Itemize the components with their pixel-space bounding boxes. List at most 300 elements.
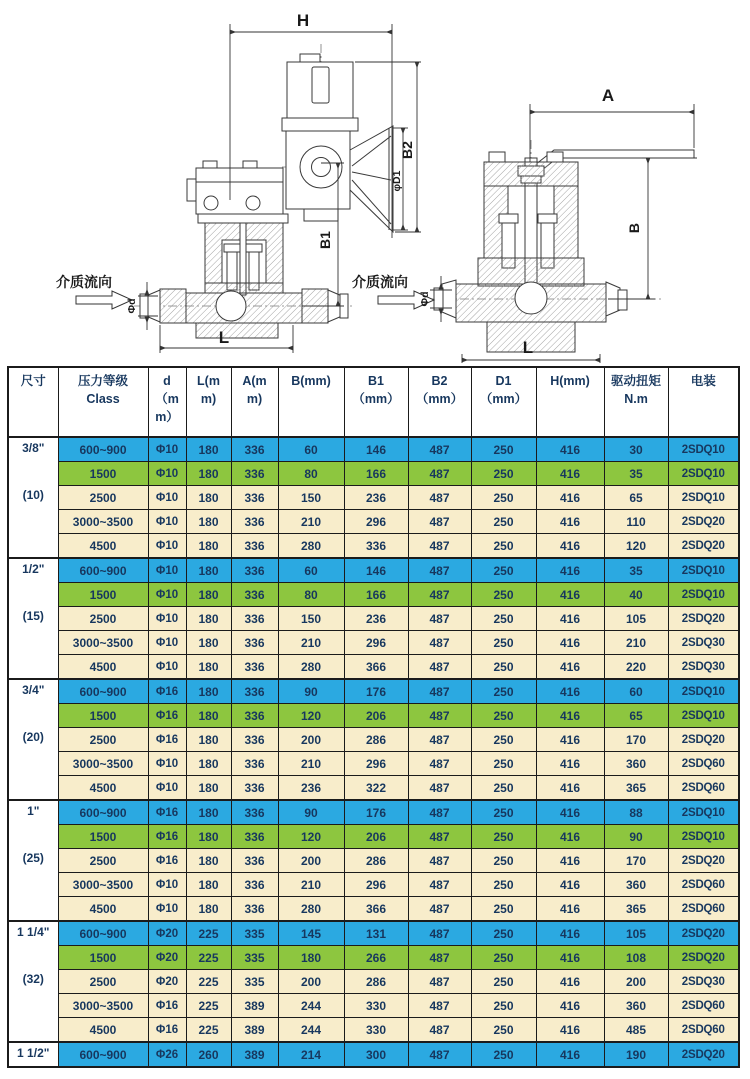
cell-H: 416: [536, 1042, 604, 1067]
cell-device: 2SDQ60: [668, 897, 739, 922]
dim-label-b2: B2: [399, 141, 415, 159]
col-header-D1: D1 （mm）: [471, 367, 536, 437]
cell-D1: 250: [471, 1018, 536, 1043]
spec-table-head: [8, 367, 739, 437]
cell-D1: 250: [471, 970, 536, 994]
dn-label: (20): [22, 729, 44, 744]
col-header-torque: 驱动扭矩 N.m: [604, 367, 668, 437]
table-row: [8, 752, 739, 776]
cell-device: 2SDQ30: [668, 970, 739, 994]
cell-device: 2SDQ10: [668, 704, 739, 728]
size-label: 1": [27, 804, 40, 818]
cell-H: 416: [536, 776, 604, 801]
cell-B2: 487: [408, 970, 471, 994]
cell-B: 80: [278, 583, 344, 607]
cell-L: 180: [186, 558, 231, 583]
dim-label-b: B: [626, 222, 642, 234]
cell-A: 389: [231, 1018, 278, 1043]
cell-B: 244: [278, 1018, 344, 1043]
cell-A: 336: [231, 534, 278, 559]
cell-torque: 485: [604, 1018, 668, 1043]
cell-D1: 250: [471, 800, 536, 825]
cell-L: 180: [186, 800, 231, 825]
table-row: [8, 583, 739, 607]
flow-direction-label-left: 介质流向: [56, 274, 112, 290]
cell-D1: 250: [471, 897, 536, 922]
table-row: [8, 873, 739, 897]
cell-B: 236: [278, 776, 344, 801]
cell-H: 416: [536, 728, 604, 752]
cell-d: Φ16: [148, 849, 186, 873]
cell-L: 225: [186, 921, 231, 946]
cell-B2: 487: [408, 607, 471, 631]
cell-B: 210: [278, 510, 344, 534]
cell-A: 336: [231, 704, 278, 728]
cell-H: 416: [536, 534, 604, 559]
cell-d: Φ20: [148, 946, 186, 970]
cell-D1: 250: [471, 631, 536, 655]
table-row: [8, 1042, 739, 1067]
cell-A: 335: [231, 921, 278, 946]
cell-B2: 487: [408, 437, 471, 462]
cell-device: 2SDQ10: [668, 462, 739, 486]
cell-torque: 360: [604, 752, 668, 776]
cell-class: 2500: [58, 607, 148, 631]
col-header-B1: B1 （mm）: [344, 367, 408, 437]
cell-A: 335: [231, 970, 278, 994]
cell-B1: 266: [344, 946, 408, 970]
cell-device: 2SDQ20: [668, 849, 739, 873]
cell-A: 336: [231, 583, 278, 607]
cell-H: 416: [536, 873, 604, 897]
cell-d: Φ10: [148, 776, 186, 801]
cell-torque: 190: [604, 1042, 668, 1067]
cell-B: 180: [278, 946, 344, 970]
cell-B: 60: [278, 558, 344, 583]
cell-D1: 250: [471, 462, 536, 486]
table-row: [8, 1018, 739, 1043]
cell-A: 336: [231, 776, 278, 801]
cell-D1: 250: [471, 534, 536, 559]
cell-torque: 60: [604, 679, 668, 704]
cell-L: 180: [186, 655, 231, 680]
cell-class: 4500: [58, 897, 148, 922]
dn-label: (25): [22, 850, 44, 865]
cell-torque: 120: [604, 534, 668, 559]
cell-H: 416: [536, 849, 604, 873]
cell-class: 3000~3500: [58, 994, 148, 1018]
cell-device: 2SDQ60: [668, 994, 739, 1018]
cell-A: 336: [231, 825, 278, 849]
cell-B2: 487: [408, 558, 471, 583]
cell-A: 335: [231, 946, 278, 970]
table-row: [8, 558, 739, 583]
table-row: [8, 897, 739, 922]
cell-H: 416: [536, 486, 604, 510]
cell-L: 180: [186, 534, 231, 559]
cell-torque: 35: [604, 462, 668, 486]
cell-torque: 40: [604, 583, 668, 607]
table-row: [8, 704, 739, 728]
cell-L: 180: [186, 486, 231, 510]
cell-B1: 330: [344, 1018, 408, 1043]
cell-L: 180: [186, 873, 231, 897]
cell-H: 416: [536, 607, 604, 631]
cell-B2: 487: [408, 534, 471, 559]
table-row: [8, 921, 739, 946]
cell-B: 80: [278, 462, 344, 486]
cell-H: 416: [536, 655, 604, 680]
cell-B1: 336: [344, 534, 408, 559]
dim-label-b1: B1: [317, 231, 333, 249]
cell-H: 416: [536, 994, 604, 1018]
cell-class: 1500: [58, 825, 148, 849]
cell-B2: 487: [408, 1042, 471, 1067]
cell-size: [8, 921, 58, 1042]
cell-B2: 487: [408, 825, 471, 849]
right-valve-drawing: [378, 104, 697, 363]
cell-D1: 250: [471, 873, 536, 897]
cell-H: 416: [536, 583, 604, 607]
cell-d: Φ16: [148, 1018, 186, 1043]
cell-B2: 487: [408, 800, 471, 825]
table-row: [8, 946, 739, 970]
cell-D1: 250: [471, 510, 536, 534]
cell-H: 416: [536, 1018, 604, 1043]
cell-d: Φ10: [148, 462, 186, 486]
col-header-d: d （m m）: [148, 367, 186, 437]
cell-A: 336: [231, 486, 278, 510]
cell-B2: 487: [408, 583, 471, 607]
cell-A: 336: [231, 655, 278, 680]
header-row: [8, 367, 739, 437]
cell-A: 389: [231, 1042, 278, 1067]
cell-L: 180: [186, 462, 231, 486]
dim-label-phi-d-right: Φd: [419, 291, 431, 307]
cell-B: 120: [278, 825, 344, 849]
cell-device: 2SDQ60: [668, 776, 739, 801]
cell-H: 416: [536, 825, 604, 849]
cell-torque: 220: [604, 655, 668, 680]
cell-A: 336: [231, 462, 278, 486]
cell-d: Φ10: [148, 873, 186, 897]
cell-L: 180: [186, 752, 231, 776]
cell-torque: 200: [604, 970, 668, 994]
cell-B2: 487: [408, 946, 471, 970]
cell-d: Φ16: [148, 704, 186, 728]
cell-A: 336: [231, 437, 278, 462]
table-row: [8, 462, 739, 486]
cell-A: 336: [231, 752, 278, 776]
cell-B2: 487: [408, 679, 471, 704]
cell-B1: 322: [344, 776, 408, 801]
cell-B1: 166: [344, 462, 408, 486]
cell-L: 225: [186, 1018, 231, 1043]
cell-D1: 250: [471, 752, 536, 776]
cell-L: 180: [186, 631, 231, 655]
dim-label-a: A: [601, 86, 615, 105]
cell-B1: 166: [344, 583, 408, 607]
col-header-size: 尺寸: [8, 367, 58, 437]
cell-class: 1500: [58, 462, 148, 486]
cell-class: 600~900: [58, 800, 148, 825]
cell-B1: 366: [344, 897, 408, 922]
cell-class: 600~900: [58, 558, 148, 583]
cell-torque: 35: [604, 558, 668, 583]
cell-torque: 170: [604, 849, 668, 873]
cell-B1: 146: [344, 437, 408, 462]
col-header-class: 压力等级 Class: [58, 367, 148, 437]
cell-class: 1500: [58, 946, 148, 970]
cell-B2: 487: [408, 510, 471, 534]
cell-B1: 286: [344, 970, 408, 994]
cell-B1: 366: [344, 655, 408, 680]
cell-D1: 250: [471, 583, 536, 607]
cell-d: Φ10: [148, 897, 186, 922]
cell-torque: 105: [604, 921, 668, 946]
cell-class: 4500: [58, 655, 148, 680]
cell-B2: 487: [408, 462, 471, 486]
table-row: [8, 825, 739, 849]
cell-d: Φ20: [148, 970, 186, 994]
cell-B2: 487: [408, 1018, 471, 1043]
technical-drawings: [0, 0, 750, 365]
cell-B: 280: [278, 897, 344, 922]
size-label: 3/8": [22, 441, 45, 455]
cell-A: 336: [231, 631, 278, 655]
cell-device: 2SDQ20: [668, 607, 739, 631]
size-label: 1 1/2": [17, 1046, 50, 1060]
cell-torque: 90: [604, 825, 668, 849]
cell-H: 416: [536, 437, 604, 462]
cell-class: 4500: [58, 1018, 148, 1043]
cell-B2: 487: [408, 655, 471, 680]
cell-torque: 105: [604, 607, 668, 631]
cell-device: 2SDQ20: [668, 946, 739, 970]
valve-drawings-svg: [0, 0, 750, 365]
table-row: [8, 607, 739, 631]
cell-B1: 236: [344, 486, 408, 510]
cell-B1: 236: [344, 607, 408, 631]
cell-B: 150: [278, 607, 344, 631]
cell-D1: 250: [471, 825, 536, 849]
cell-class: 600~900: [58, 1042, 148, 1067]
cell-d: Φ16: [148, 825, 186, 849]
cell-size: [8, 558, 58, 679]
cell-H: 416: [536, 510, 604, 534]
table-row: [8, 655, 739, 680]
table-row: [8, 728, 739, 752]
cell-device: 2SDQ10: [668, 486, 739, 510]
gearbox: [187, 161, 283, 214]
cell-D1: 250: [471, 558, 536, 583]
dn-label: (32): [22, 971, 44, 986]
cell-B2: 487: [408, 631, 471, 655]
cell-d: Φ20: [148, 921, 186, 946]
col-header-L: L(m m): [186, 367, 231, 437]
cell-D1: 250: [471, 946, 536, 970]
table-row: [8, 534, 739, 559]
cell-B: 200: [278, 849, 344, 873]
cell-D1: 250: [471, 607, 536, 631]
cell-D1: 250: [471, 704, 536, 728]
cell-d: Φ10: [148, 631, 186, 655]
cell-class: 4500: [58, 534, 148, 559]
dn-label: (10): [22, 487, 44, 502]
cell-D1: 250: [471, 655, 536, 680]
cell-device: 2SDQ20: [668, 1042, 739, 1067]
cell-A: 336: [231, 510, 278, 534]
cell-H: 416: [536, 558, 604, 583]
cell-D1: 250: [471, 994, 536, 1018]
cell-B2: 487: [408, 994, 471, 1018]
cell-B: 244: [278, 994, 344, 1018]
cell-B2: 487: [408, 776, 471, 801]
cell-D1: 250: [471, 849, 536, 873]
cell-class: 2500: [58, 849, 148, 873]
cell-L: 180: [186, 776, 231, 801]
table-row: [8, 510, 739, 534]
cell-device: 2SDQ20: [668, 510, 739, 534]
cell-H: 416: [536, 704, 604, 728]
cell-B1: 330: [344, 994, 408, 1018]
table-row: [8, 849, 739, 873]
flow-direction-label-right: 介质流向: [352, 274, 408, 290]
cell-B: 120: [278, 704, 344, 728]
cell-torque: 30: [604, 437, 668, 462]
cell-class: 3000~3500: [58, 752, 148, 776]
cell-B: 200: [278, 970, 344, 994]
cell-torque: 170: [604, 728, 668, 752]
cell-A: 336: [231, 607, 278, 631]
cell-class: 4500: [58, 776, 148, 801]
flow-arrow-left: [76, 291, 132, 309]
cell-device: 2SDQ10: [668, 800, 739, 825]
cell-d: Φ10: [148, 558, 186, 583]
cell-B1: 296: [344, 510, 408, 534]
cell-d: Φ16: [148, 728, 186, 752]
cell-B: 60: [278, 437, 344, 462]
cell-torque: 360: [604, 873, 668, 897]
cell-torque: 360: [604, 994, 668, 1018]
cell-B2: 487: [408, 921, 471, 946]
cell-B2: 487: [408, 752, 471, 776]
cell-L: 180: [186, 825, 231, 849]
cell-L: 260: [186, 1042, 231, 1067]
table-row: [8, 631, 739, 655]
table-row: [8, 970, 739, 994]
cell-D1: 250: [471, 437, 536, 462]
cell-L: 180: [186, 897, 231, 922]
cell-A: 336: [231, 679, 278, 704]
cell-B2: 487: [408, 849, 471, 873]
cell-A: 336: [231, 558, 278, 583]
dim-label-l-left: L: [218, 328, 230, 347]
cell-class: 3000~3500: [58, 510, 148, 534]
cell-H: 416: [536, 631, 604, 655]
cell-device: 2SDQ20: [668, 728, 739, 752]
cell-device: 2SDQ10: [668, 679, 739, 704]
cell-D1: 250: [471, 728, 536, 752]
cell-class: 3000~3500: [58, 631, 148, 655]
cell-B: 90: [278, 679, 344, 704]
cell-L: 180: [186, 583, 231, 607]
cell-B1: 286: [344, 728, 408, 752]
cell-B1: 206: [344, 825, 408, 849]
cell-d: Φ10: [148, 583, 186, 607]
cell-B1: 146: [344, 558, 408, 583]
cell-A: 336: [231, 873, 278, 897]
cell-class: 2500: [58, 970, 148, 994]
cell-L: 180: [186, 849, 231, 873]
cell-B: 210: [278, 752, 344, 776]
col-header-device: 电装: [668, 367, 739, 437]
cell-d: Φ16: [148, 679, 186, 704]
cell-D1: 250: [471, 486, 536, 510]
cell-torque: 210: [604, 631, 668, 655]
cell-L: 225: [186, 970, 231, 994]
size-label: 1/2": [22, 562, 45, 576]
cell-size: [8, 437, 58, 558]
dim-label-h: H: [296, 11, 310, 30]
cell-size: [8, 679, 58, 800]
cell-L: 180: [186, 728, 231, 752]
cell-B2: 487: [408, 897, 471, 922]
cell-D1: 250: [471, 679, 536, 704]
cell-d: Φ16: [148, 800, 186, 825]
cell-class: 3000~3500: [58, 873, 148, 897]
col-header-A: A(m m): [231, 367, 278, 437]
cell-A: 336: [231, 728, 278, 752]
dim-label-phi-d-left: Φd: [126, 298, 138, 314]
table-row: [8, 800, 739, 825]
cell-A: 336: [231, 849, 278, 873]
cell-L: 225: [186, 994, 231, 1018]
cell-device: 2SDQ30: [668, 655, 739, 680]
cell-B1: 286: [344, 849, 408, 873]
cell-B1: 131: [344, 921, 408, 946]
cell-B1: 296: [344, 752, 408, 776]
cell-torque: 65: [604, 486, 668, 510]
cell-B: 280: [278, 655, 344, 680]
cell-A: 389: [231, 994, 278, 1018]
cell-B1: 176: [344, 800, 408, 825]
cell-torque: 88: [604, 800, 668, 825]
cell-H: 416: [536, 921, 604, 946]
cell-class: 600~900: [58, 921, 148, 946]
dim-label-phi-d1: φD1: [391, 170, 403, 192]
size-label: 3/4": [22, 683, 45, 697]
col-header-B: B(mm): [278, 367, 344, 437]
cell-B1: 300: [344, 1042, 408, 1067]
dim-label-l-right: L: [522, 338, 534, 357]
table-row: [8, 776, 739, 801]
cell-torque: 110: [604, 510, 668, 534]
table-row: [8, 437, 739, 462]
cell-d: Φ10: [148, 655, 186, 680]
cell-B2: 487: [408, 728, 471, 752]
cell-d: Φ16: [148, 994, 186, 1018]
cell-size: [8, 1042, 58, 1067]
cell-B2: 487: [408, 704, 471, 728]
table-row: [8, 679, 739, 704]
cell-H: 416: [536, 679, 604, 704]
cell-H: 416: [536, 752, 604, 776]
cell-B: 200: [278, 728, 344, 752]
actuator-motor: [282, 54, 358, 221]
cell-D1: 250: [471, 921, 536, 946]
dn-label: (15): [22, 608, 44, 623]
